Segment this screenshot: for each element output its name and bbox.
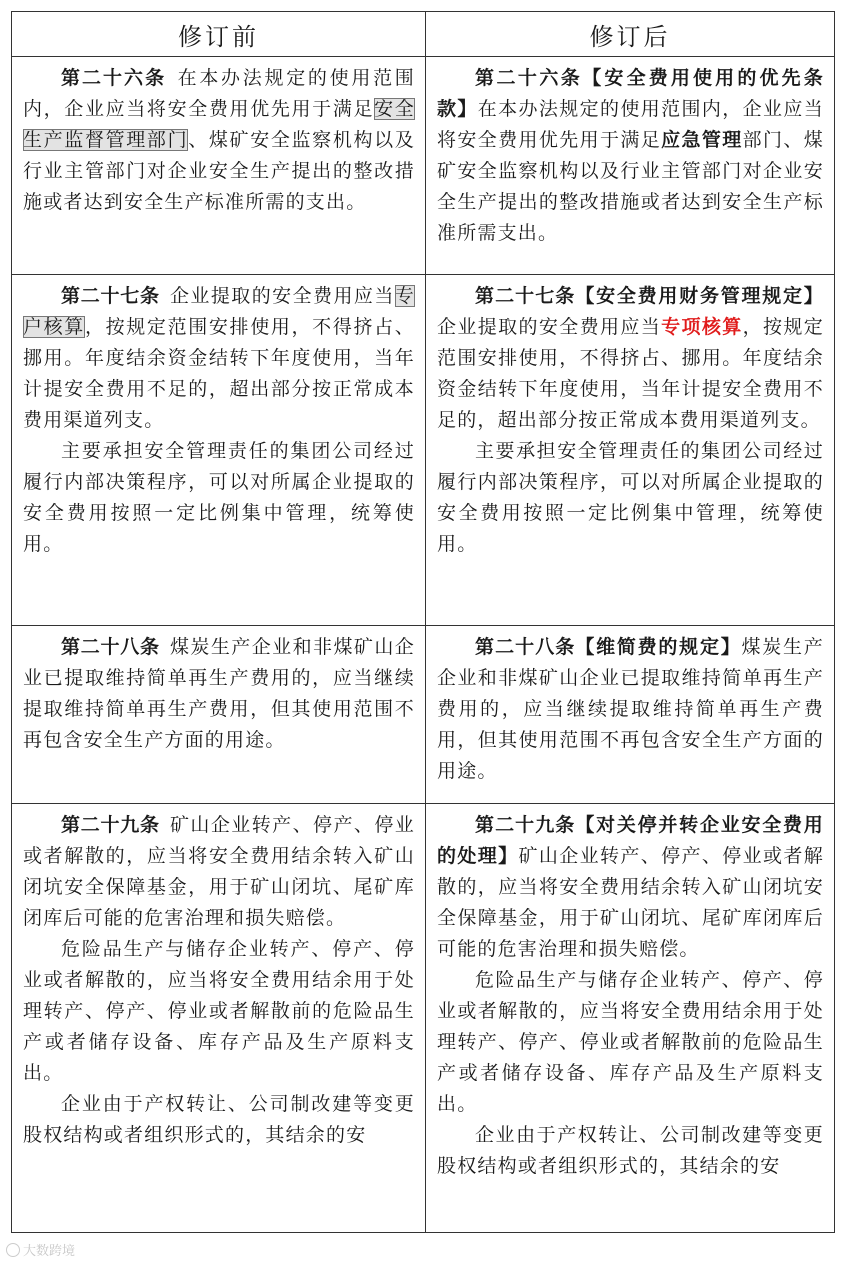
article-number: 第二十九条 [61, 814, 160, 836]
cell-before [12, 57, 426, 275]
changed-text: 专项核算 [661, 316, 743, 338]
paragraph [437, 810, 824, 965]
article-title: 【维简费的规定】 [575, 636, 742, 658]
emphasized-text: 应急管理 [661, 129, 743, 151]
header-before: 修订前 [12, 12, 426, 57]
paragraph [437, 436, 824, 560]
body-text: 企业由于产权转让、公司制改建等变更股权结构或者组织形式的，其结余的安 [23, 1093, 415, 1146]
body-text: 企业提取的安全费用应当 [169, 285, 395, 307]
body-text: 煤炭生产企业和非煤矿山企业已提取维持简单再生产费用的，应当继续提取维持简单再生产费用，但其使用范围不再包含安全生产方面的用途。 [437, 636, 824, 782]
comparison-table [11, 11, 835, 1233]
cell-before [12, 804, 426, 1233]
body-text: 主要承担安全管理责任的集团公司经过履行内部决策程序，可以对所属企业提取的安全费用按照一定比例集中管理，统筹使用。 [437, 440, 824, 555]
cell-before [12, 626, 426, 804]
article-number: 第二十七条 [475, 285, 576, 307]
body-text: 企业提取的安全费用应当 [437, 316, 662, 338]
cell-after [426, 275, 835, 626]
cell-after [426, 804, 835, 1233]
table-row [12, 804, 835, 1233]
body-text: 在本办法规定的使用范围内，企业应当将安全费用优先用于满足 [437, 98, 824, 151]
body-text: 危险品生产与储存企业转产、停产、停业或者解散的，应当将安全费用结余用于处理转产、停产、停业或者解散前的危险品生产或者储存设备、库存产品及生产原料支出。 [437, 969, 824, 1115]
article-number: 第二十八条 [61, 636, 160, 658]
paragraph [437, 63, 824, 249]
article-number: 第二十六条 [475, 67, 583, 89]
article-number: 第二十八条 [475, 636, 576, 658]
article-number: 第二十六条 [61, 67, 167, 89]
body-text: 矿山企业转产、停产、停业或者解散的，应当将安全费用结余转入矿山闭坑安全保障基金，用于矿山闭坑、尾矿库闭库后可能的危害治理和损失赔偿。 [437, 845, 824, 960]
table-row [12, 57, 835, 275]
paragraph [23, 934, 415, 1089]
body-text: 主要承担安全管理责任的集团公司经过履行内部决策程序，可以对所属企业提取的安全费用按照一定比例集中管理，统筹使用。 [23, 440, 415, 555]
table-body [12, 57, 835, 1233]
cell-after [426, 57, 835, 275]
article-number: 第二十九条 [475, 814, 576, 836]
article-title: 【对关停并转企业安全费用的处理】 [437, 814, 824, 867]
body-text: 在本办法规定的使用范围内，企业应当将安全费用优先用于满足 [23, 67, 415, 120]
body-text: 、煤矿安全监察机构以及行业主管部门对企业安全生产提出的整改措施或者达到安全生产标准所需的支出。 [23, 129, 415, 213]
highlighted-text: 安全生产监督管理部门 [23, 98, 415, 151]
paragraph [23, 436, 415, 560]
paragraph [23, 281, 415, 436]
cell-before [12, 275, 426, 626]
paragraph [23, 1089, 415, 1151]
body-text: 部门、煤矿安全监察机构以及行业主管部门对企业安全生产提出的整改措施或者达到安全生产标准所需支出。 [437, 129, 824, 244]
header-row [12, 12, 835, 57]
header-after: 修订后 [426, 12, 835, 57]
watermark-text: 大数跨境 [23, 1244, 76, 1259]
body-text: 危险品生产与储存企业转产、停产、停业或者解散的，应当将安全费用结余用于处理转产、停产、停业或者解散前的危险品生产或者储存设备、库存产品及生产原料支出。 [23, 938, 415, 1084]
paragraph [23, 810, 415, 934]
paragraph [437, 965, 824, 1120]
paragraph [437, 1120, 824, 1182]
article-title: 【安全费用财务管理规定】 [575, 285, 824, 307]
table-row [12, 275, 835, 626]
paragraph [437, 281, 824, 436]
body-text: 煤炭生产企业和非煤矿山企业已提取维持简单再生产费用的，应当继续提取维持简单再生产费用，但其使用范围不再包含安全生产方面的用途。 [23, 636, 415, 751]
paragraph [437, 632, 824, 787]
article-title: 【安全费用使用的优先条款】 [437, 67, 824, 120]
body-text: ，按规定范围安排使用，不得挤占、挪用。年度结余资金结转下年度使用，当年计提安全费用不足的，超出部分按正常成本费用渠道列支。 [23, 316, 415, 431]
article-number: 第二十七条 [61, 285, 160, 307]
cell-after [426, 626, 835, 804]
paragraph [23, 63, 415, 218]
table-row [12, 626, 835, 804]
paragraph [23, 632, 415, 756]
watermark-logo-icon [6, 1243, 20, 1257]
highlighted-text: 专户核算 [23, 285, 415, 338]
body-text: ，按规定范围安排使用，不得挤占、挪用。年度结余资金结转下年度使用，当年计提安全费用不足的，超出部分按正常成本费用渠道列支。 [437, 316, 824, 431]
body-text: 企业由于产权转让、公司制改建等变更股权结构或者组织形式的，其结余的安 [437, 1124, 824, 1177]
watermark [6, 1240, 75, 1259]
body-text: 矿山企业转产、停产、停业或者解散的，应当将安全费用结余转入矿山闭坑安全保障基金，用于矿山闭坑、尾矿库闭库后可能的危害治理和损失赔偿。 [23, 814, 415, 929]
